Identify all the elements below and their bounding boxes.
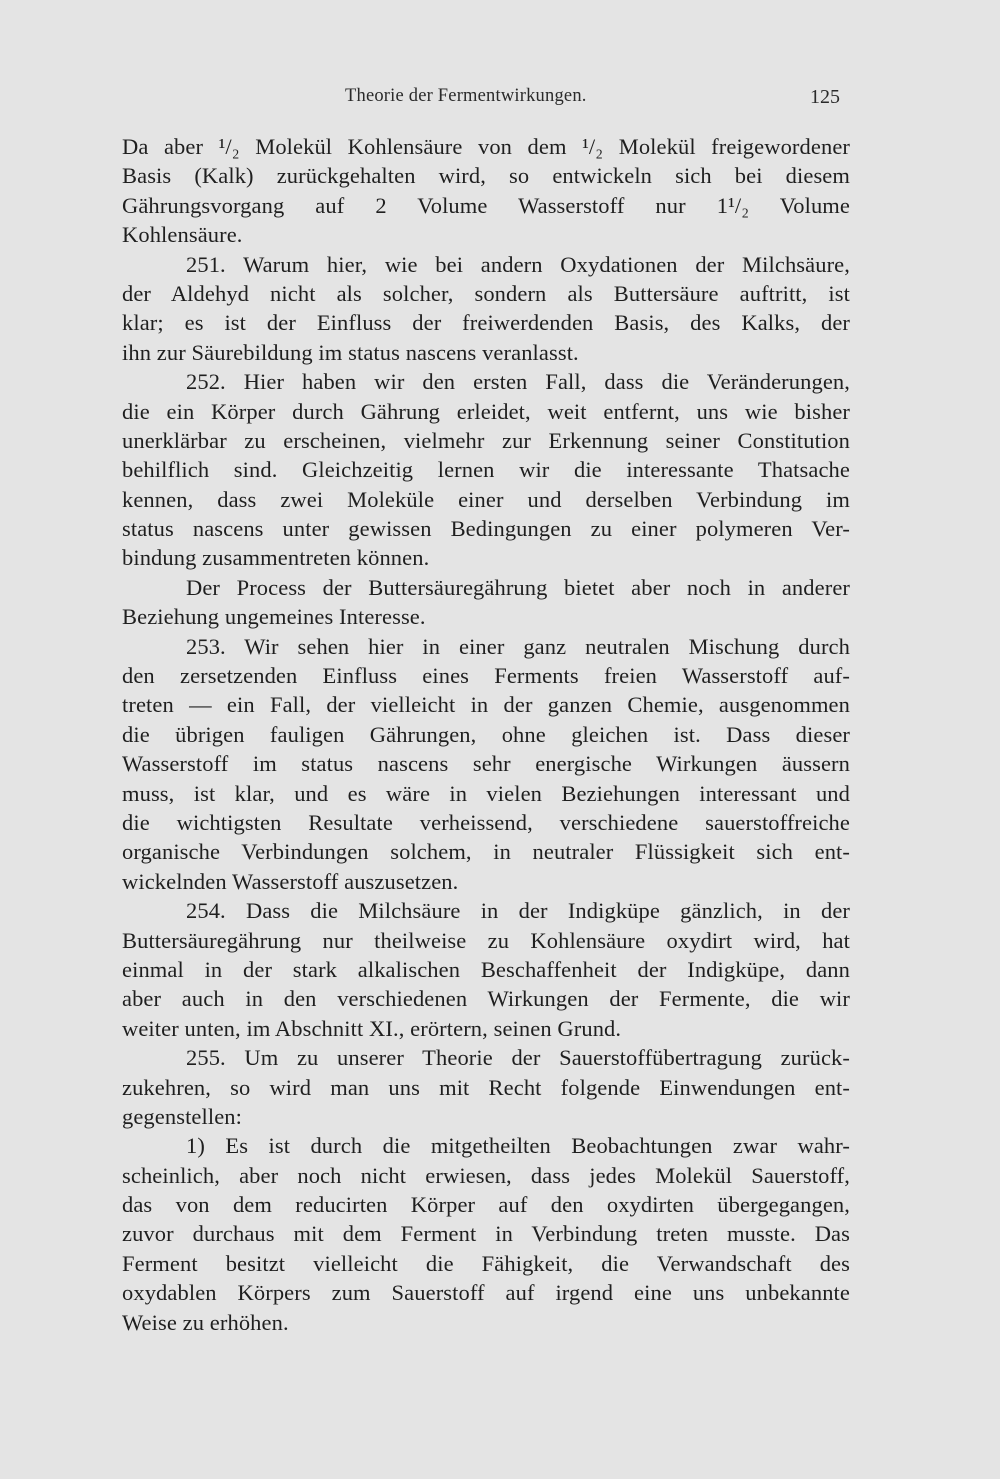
text-line: Kohlensäure.	[122, 222, 243, 248]
text-line: einmal in der stark alkalischen Beschaffenheit der Indigküpe, dann	[122, 956, 850, 982]
text-line: zukehren, so wird man uns mit Recht folgende Einwendungen ent-	[122, 1074, 850, 1100]
text-line: Weise zu erhöhen.	[122, 1309, 289, 1335]
text-line: die wichtigsten Resultate verheissend, verschiedene sauerstoffreiche	[122, 809, 850, 835]
body-text	[122, 132, 850, 1337]
text-line: aber auch in den verschiedenen Wirkungen der Fermente, die wir	[122, 986, 850, 1012]
text-line: die übrigen fauligen Gährungen, ohne gleichen ist. Dass dieser	[122, 721, 850, 747]
list-item-1-start: 1) Es ist durch die mitgetheilten Beobachtungen zwar wahr-	[186, 1133, 850, 1159]
text-line: muss, ist klar, und es wäre in vielen Beziehungen interessant und	[122, 780, 850, 806]
text-line: kennen, dass zwei Moleküle einer und derselben Verbindung im	[122, 486, 850, 512]
text-line: behilflich sind. Gleichzeitig lernen wir die interessante Thatsache	[122, 457, 850, 483]
text-line: oxydablen Körpers zum Sauerstoff auf irgend eine uns unbekannte	[122, 1280, 850, 1306]
text-line: Wasserstoff im status nascens sehr energische Wirkungen äussern	[122, 751, 850, 777]
text-line: gegenstellen:	[122, 1103, 243, 1129]
paragraph-252-start: 252. Hier haben wir den ersten Fall, dass die Veränderungen,	[186, 369, 850, 395]
paragraph-253-start: 253. Wir sehen hier in einer ganz neutralen Mischung durch	[186, 633, 850, 659]
text-line: klar; es ist der Einfluss der freiwerdenden Basis, des Kalks, der	[122, 310, 850, 336]
text-line: unerklärbar zu erscheinen, vielmehr zur Erkennung seiner Constitution	[122, 427, 850, 453]
text-line: das von dem reducirten Körper auf den oxydirten übergegangen,	[122, 1192, 850, 1218]
text-line: die ein Körper durch Gährung erleidet, weit entfernt, uns wie bisher	[122, 398, 850, 424]
text-line: scheinlich, aber noch nicht erwiesen, dass jedes Molekül Sauerstoff,	[122, 1162, 850, 1188]
text-line: weiter unten, im Abschnitt XI., erörtern, seinen Grund.	[122, 1015, 622, 1041]
text-line: zuvor durchaus mit dem Ferment in Verbindung treten musste. Das	[122, 1221, 850, 1247]
text-line: treten — ein Fall, der vielleicht in der ganzen Chemie, ausgenommen	[122, 692, 850, 718]
paragraph-251-start: 251. Warum hier, wie bei andern Oxydationen der Milchsäure,	[186, 251, 850, 277]
text-line: den zersetzenden Einfluss eines Ferments freien Wasserstoff auf-	[122, 663, 850, 689]
paragraph-255-start: 255. Um zu unserer Theorie der Sauerstoffübertragung zurück-	[186, 1045, 850, 1071]
running-title: Theorie der Fermentwirkungen.	[345, 86, 587, 106]
text-line: Ferment besitzt vielleicht die Fähigkeit, die Verwandschaft des	[122, 1250, 850, 1276]
text-line: Buttersäuregährung nur theilweise zu Kohlensäure oxydirt wird, hat	[122, 927, 850, 953]
text-line: Gährungsvorgang auf 2 Volume Wasserstoff nur 1¹/₂ Volume	[122, 192, 850, 218]
text-line: Beziehung ungemeines Interesse.	[122, 604, 426, 630]
page-number: 125	[810, 86, 840, 108]
text-line: Basis (Kalk) zurückgehalten wird, so entwickeln sich bei diesem	[122, 163, 850, 189]
text-line: status nascens unter gewissen Bedingungen zu einer polymeren Ver-	[122, 516, 850, 542]
text-line: der Aldehyd nicht als solcher, sondern als Buttersäure auftritt, ist	[122, 280, 850, 306]
text-line: organische Verbindungen solchem, in neutraler Flüssigkeit sich ent-	[122, 839, 850, 865]
paragraph-254-start: 254. Dass die Milchsäure in der Indigküpe gänzlich, in der	[186, 898, 850, 924]
text-line: Da aber ¹/₂ Molekül Kohlensäure von dem ¹/₂ Molekül freigewordener	[122, 134, 850, 159]
text-line: ihn zur Säurebildung im status nascens veranlasst.	[122, 339, 579, 365]
paragraph-start: Der Process der Buttersäuregährung bietet aber noch in anderer	[186, 574, 850, 600]
text-line: bindung zusammentreten können.	[122, 545, 430, 571]
text-line: wickelnden Wasserstoff auszusetzen.	[122, 868, 459, 894]
